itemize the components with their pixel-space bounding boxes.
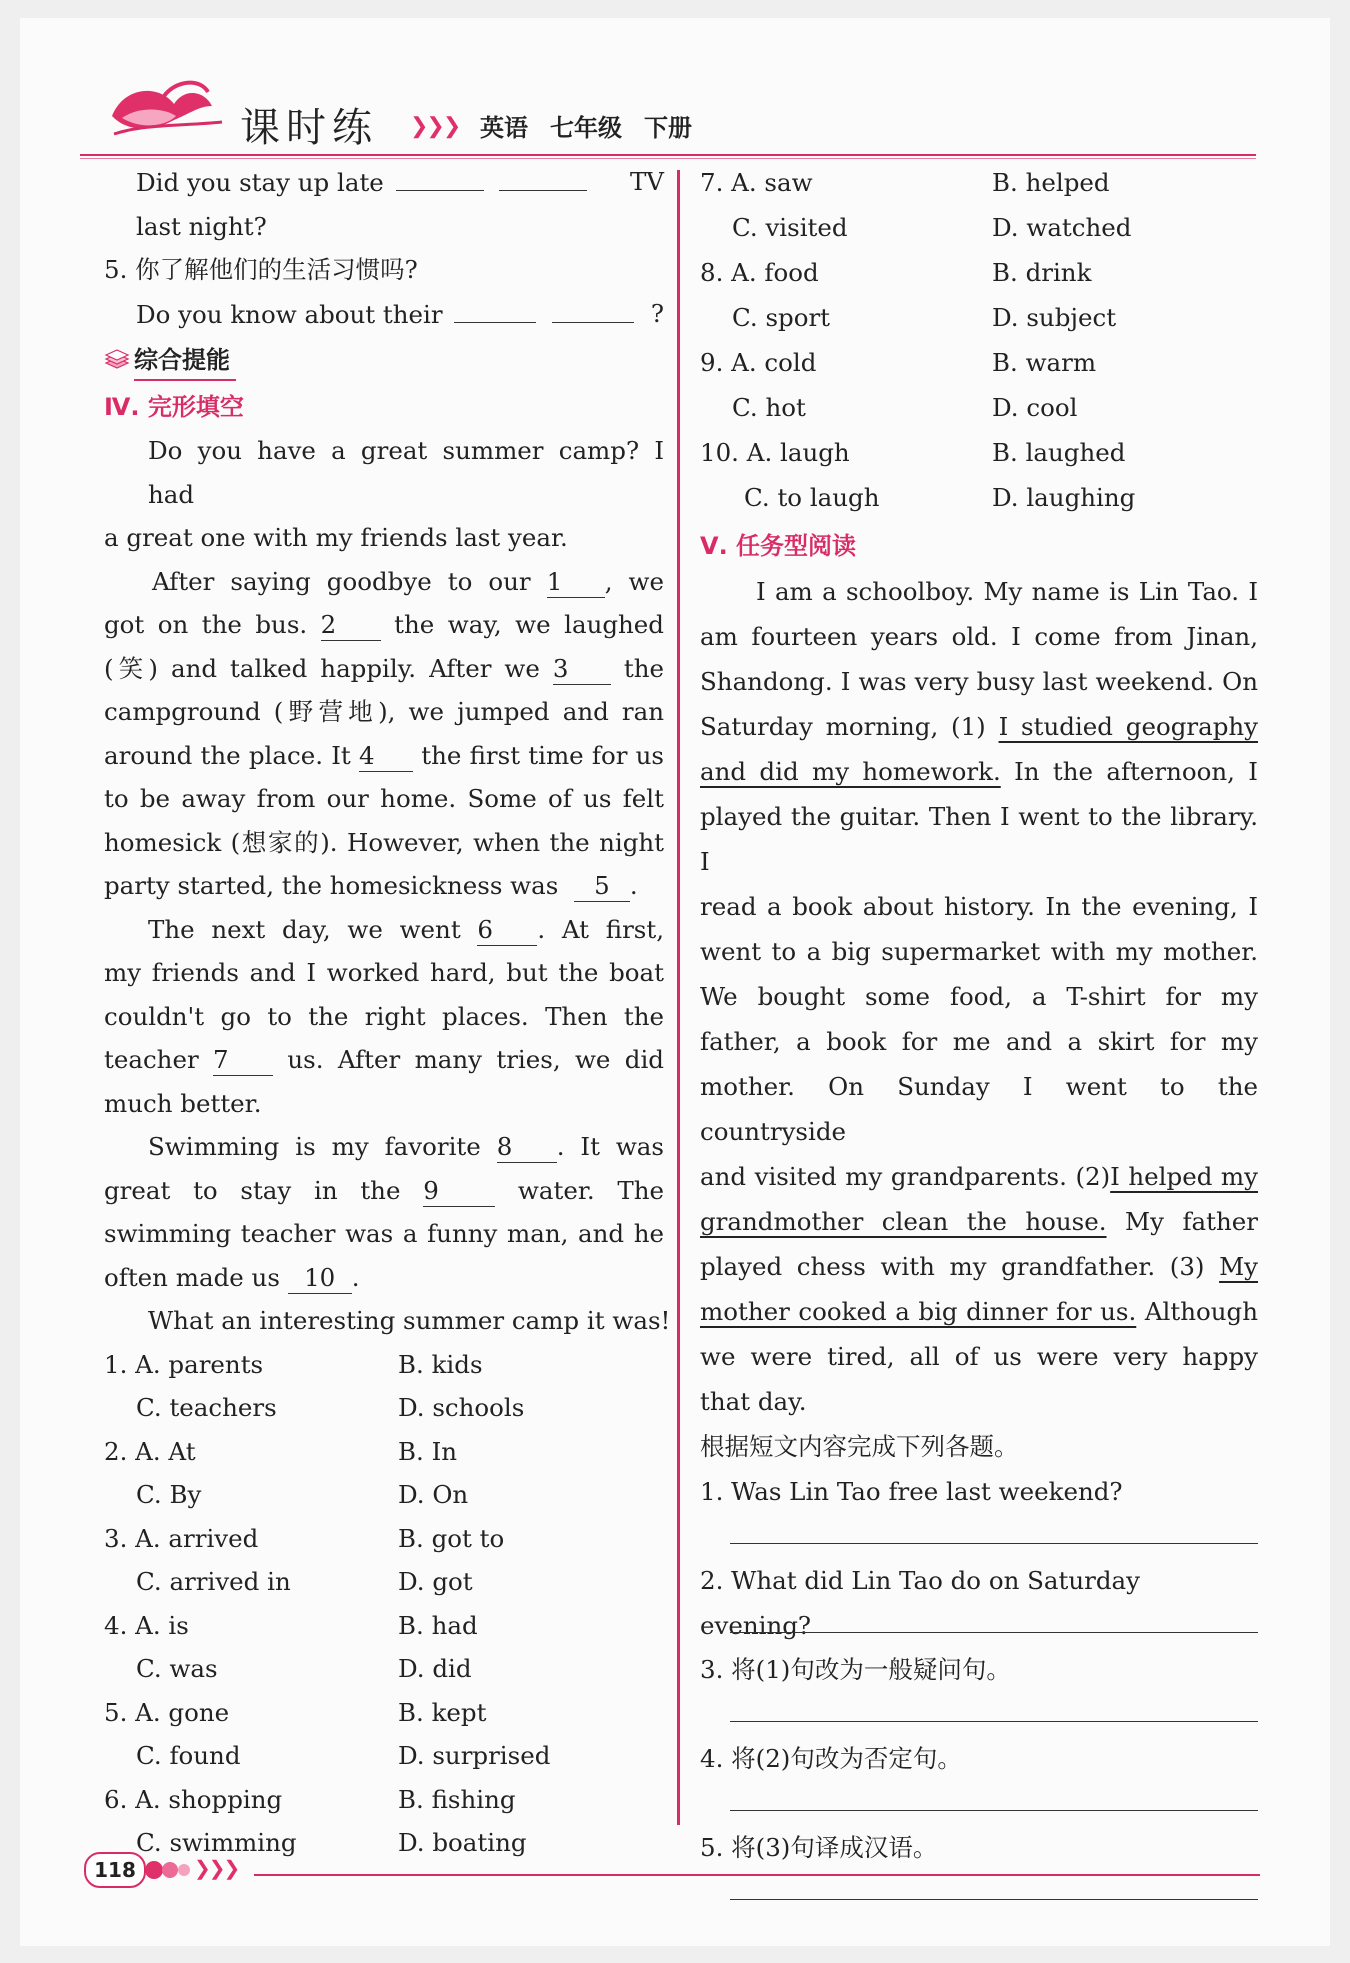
passage-line: that day. xyxy=(700,1387,807,1416)
passage-line: campground (野营地), we jumped and ran xyxy=(104,697,664,726)
volume-label: 下册 xyxy=(644,114,692,142)
option[interactable]: C. found xyxy=(136,1741,241,1770)
passage-line: and did my homework. In the afternoon, I xyxy=(700,757,1258,786)
option[interactable]: C. teachers xyxy=(136,1393,277,1422)
passage-line: Saturday morning, (1) I studied geography xyxy=(700,712,1258,741)
q5-chinese: 5. 你了解他们的生活习惯吗? xyxy=(104,255,418,284)
option[interactable]: B. got to xyxy=(398,1523,505,1553)
passage-line: we were tired, all of us were very happy xyxy=(700,1342,1258,1371)
underlined-sentence-1: I studied geography xyxy=(998,712,1258,741)
option[interactable]: B. warm xyxy=(992,348,1097,377)
cloze-blank-2[interactable]: 2 xyxy=(321,610,381,641)
page-number: 118 xyxy=(84,1852,146,1888)
answer-blank[interactable] xyxy=(552,292,634,323)
option[interactable]: C. was xyxy=(136,1654,218,1683)
option[interactable]: 5. A. gone xyxy=(104,1697,230,1727)
passage-line: played chess with my grandfather. (3) My xyxy=(700,1252,1259,1281)
answer-line[interactable] xyxy=(730,1632,1258,1633)
option[interactable]: D. got xyxy=(398,1567,473,1596)
book-title: 课时练 xyxy=(240,105,378,151)
passage-line: swimming teacher was a funny man, and he xyxy=(104,1219,664,1248)
underlined-sentence-1: and did my homework. xyxy=(700,757,1001,786)
option[interactable]: 6. A. shopping xyxy=(104,1784,283,1814)
footer xyxy=(84,1852,1260,1892)
passage-line: often made us 10 . xyxy=(104,1262,360,1292)
option[interactable]: C. visited xyxy=(732,213,848,242)
passage-line: Do you have a great summer camp? I had xyxy=(148,436,664,509)
underlined-sentence-3: My xyxy=(1219,1252,1259,1281)
section-4-title: Ⅳ. 完形填空 xyxy=(104,392,244,421)
option[interactable]: D. laughing xyxy=(992,483,1136,512)
passage-line: my friends and I worked hard, but the boat xyxy=(104,958,664,987)
passage-line: and visited my grandparents. (2)I helped my xyxy=(700,1162,1259,1191)
cloze-blank-1[interactable]: 1 xyxy=(547,567,605,598)
passage-line: father, a book for me and a skirt for my xyxy=(700,1027,1258,1056)
passage-line: grandmother clean the house. My father xyxy=(700,1207,1258,1236)
cloze-blank-7[interactable]: 7 xyxy=(213,1045,273,1076)
passage-line: much better. xyxy=(104,1088,262,1118)
passage-line: I am a schoolboy. My name is Lin Tao. I xyxy=(756,577,1258,606)
option[interactable]: B. helped xyxy=(992,168,1110,197)
passage-line: Shandong. I was very busy last weekend. On xyxy=(700,667,1258,696)
lips-logo-icon xyxy=(104,76,224,146)
option[interactable]: D. schools xyxy=(398,1393,525,1422)
cloze-passage xyxy=(104,429,671,1343)
subject-label: 英语 xyxy=(480,114,528,142)
cloze-blank-5[interactable]: 5 xyxy=(574,871,630,902)
passage-line: We bought some food, a T-shirt for my xyxy=(700,982,1258,1011)
question-5: 5. 将(3)句译成汉语。 xyxy=(700,1825,1258,1914)
passage-line: played the guitar. Then I went to the library. I xyxy=(700,802,1258,876)
option[interactable]: 2. A. At xyxy=(104,1436,196,1466)
passage-line: read a book about history. In the evening, I xyxy=(700,892,1258,921)
cloze-blank-10[interactable]: 10 xyxy=(288,1263,352,1294)
option[interactable]: D. watched xyxy=(992,213,1132,242)
option[interactable]: C. By xyxy=(136,1480,202,1509)
passage-line: mother cooked a big dinner for us. Although xyxy=(700,1297,1258,1326)
option[interactable]: B. kept xyxy=(398,1697,487,1727)
arrow-decoration-icon: ❯❯❯ xyxy=(410,114,460,139)
answer-blank[interactable] xyxy=(454,292,536,323)
left-column xyxy=(104,160,671,1865)
option[interactable]: C. hot xyxy=(732,393,806,422)
option[interactable]: 7. A. saw xyxy=(700,168,813,197)
option[interactable]: 3. A. arrived xyxy=(104,1523,259,1553)
header xyxy=(80,70,1256,160)
option[interactable]: B. In xyxy=(398,1436,458,1466)
answer-line[interactable] xyxy=(730,1721,1258,1722)
instruction: 根据短文内容完成下列各题。 xyxy=(700,1432,1019,1461)
option[interactable]: B. had xyxy=(398,1610,478,1640)
option[interactable]: 8. A. food xyxy=(700,258,819,287)
cloze-blank-8[interactable]: 8 xyxy=(497,1132,557,1163)
stacked-books-icon xyxy=(104,349,130,371)
option[interactable]: D. cool xyxy=(992,393,1078,422)
questions xyxy=(700,1469,1258,1914)
header-rule xyxy=(80,154,1256,156)
q4-line2: last night? xyxy=(136,211,267,241)
passage-line: After saying goodbye to our 1 , we xyxy=(152,566,665,596)
underlined-sentence-3: mother cooked a big dinner for us. xyxy=(700,1297,1137,1326)
arrow-decoration-icon: ❯❯❯ xyxy=(194,1856,239,1880)
option[interactable]: 4. A. is xyxy=(104,1610,189,1640)
passage-line: The next day, we went 6 . At first, xyxy=(148,914,664,944)
option[interactable]: D. did xyxy=(398,1654,472,1683)
cloze-blank-9[interactable]: 9 xyxy=(423,1176,495,1207)
option[interactable]: D. surprised xyxy=(398,1741,551,1770)
underlined-sentence-2: I helped my xyxy=(1110,1162,1259,1191)
column-divider xyxy=(677,170,680,1825)
answer-blank[interactable] xyxy=(396,160,484,191)
answer-line[interactable] xyxy=(730,1543,1258,1544)
question-2: 2. What did Lin Tao do on Saturday evening? xyxy=(700,1558,1258,1647)
passage-line: couldn't go to the right places. Then the xyxy=(104,1001,664,1031)
passage-line: homesick (想家的). However, when the night xyxy=(104,827,664,857)
footer-rule xyxy=(254,1874,1260,1876)
option[interactable]: B. drink xyxy=(992,258,1092,287)
q5-english: Do you know about their ? xyxy=(104,292,664,337)
option[interactable]: B. fishing xyxy=(398,1784,516,1814)
question-1: 1. Was Lin Tao free last weekend? xyxy=(700,1469,1258,1558)
passage-line: got on the bus. 2 the way, we laughed xyxy=(104,610,664,639)
cloze-options-left xyxy=(104,1343,664,1865)
answer-blank[interactable] xyxy=(499,160,587,191)
answer-line[interactable] xyxy=(730,1899,1258,1900)
option[interactable]: 1. A. parents xyxy=(104,1349,264,1379)
option[interactable]: C. swimming xyxy=(136,1828,297,1857)
passage-line: What an interesting summer camp it was! xyxy=(148,1306,671,1335)
option[interactable]: C. to laugh xyxy=(744,483,880,512)
passage-line: teacher 7 us. After many tries, we did xyxy=(104,1045,664,1074)
pink-dots-icon xyxy=(146,1858,190,1882)
passage-line: Swimming is my favorite 8 . It was xyxy=(148,1132,664,1161)
section-badge: 综合提能 xyxy=(104,338,664,382)
passage-line: great to stay in the 9 water. The xyxy=(104,1175,664,1205)
question-4: 4. 将(2)句改为否定句。 xyxy=(700,1736,1258,1825)
question-3: 3. 将(1)句改为一般疑问句。 xyxy=(700,1647,1258,1736)
section-5-title: Ⅴ. 任务型阅读 xyxy=(700,532,857,560)
option[interactable]: 10. A. laugh xyxy=(700,438,850,467)
cloze-blank-4[interactable]: 4 xyxy=(359,741,413,772)
grade-label: 七年级 xyxy=(550,114,622,142)
passage-line: to be away from our home. Some of us felt xyxy=(104,784,664,813)
header-rule-thin xyxy=(80,158,1256,159)
passage-line: a great one with my friends last year. xyxy=(104,523,568,552)
passage-line: went to a big supermarket with my mother. xyxy=(700,937,1258,966)
underlined-sentence-2: grandmother clean the house. xyxy=(700,1207,1107,1236)
passage-line: (笑) and talked happily. After we 3 the xyxy=(104,653,664,683)
option[interactable]: D. subject xyxy=(992,303,1117,332)
option[interactable]: C. sport xyxy=(732,303,831,332)
passage-line: mother. On Sunday I went to the countryside xyxy=(700,1072,1258,1146)
option[interactable]: C. arrived in xyxy=(136,1567,291,1596)
right-column xyxy=(700,160,1258,1914)
book-subtitle xyxy=(480,108,714,143)
option[interactable]: B. laughed xyxy=(992,438,1126,467)
answer-line[interactable] xyxy=(730,1810,1258,1811)
option[interactable]: D. On xyxy=(398,1480,469,1509)
cloze-options-right xyxy=(700,160,1258,520)
option[interactable]: 9. A. cold xyxy=(700,348,817,377)
cloze-blank-6[interactable]: 6 xyxy=(477,915,537,946)
passage-line: around the place. It 4 the first time for us xyxy=(104,740,665,770)
option[interactable]: D. boating xyxy=(398,1828,527,1857)
passage-line: party started, the homesickness was 5 . xyxy=(104,871,638,900)
option[interactable]: B. kids xyxy=(398,1349,483,1379)
reading-passage xyxy=(700,569,1258,1424)
passage-line: am fourteen years old. I come from Jinan, xyxy=(700,622,1258,651)
q4-line1: Did you stay up late TV xyxy=(104,160,664,205)
cloze-blank-3[interactable]: 3 xyxy=(553,654,611,685)
